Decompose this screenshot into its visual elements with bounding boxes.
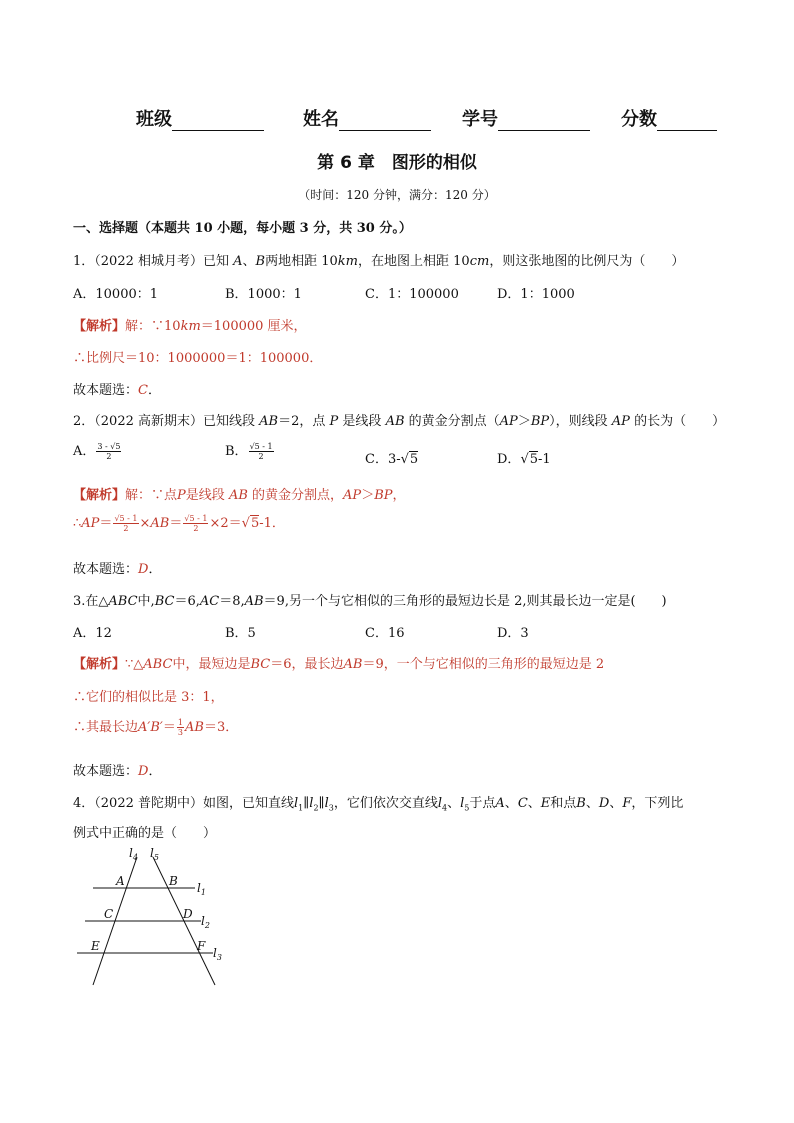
q1-sol1a: 解：∵10 (125, 319, 181, 334)
label-d: D (183, 907, 193, 921)
q4-s3: 、 (585, 796, 599, 811)
question-1 (73, 250, 684, 269)
q4-s2: 、 (527, 796, 541, 811)
q1-answer (73, 379, 161, 398)
q2-sol2-ap: AP (81, 516, 100, 531)
q4-s1: 、 (504, 796, 518, 811)
q1-option-b[interactable]: B．1000：1 (225, 287, 302, 302)
q2-bp: BP (530, 414, 550, 429)
q3-ab: AB (244, 594, 264, 609)
q4-line1b: ，它们依次交直线 (333, 796, 438, 811)
q3-abc: ABC (108, 594, 138, 609)
label-e: E (91, 939, 100, 953)
q3-sol3a: ∴其最长边 (73, 720, 139, 735)
q2-option-a-label: A． (73, 444, 96, 459)
q2-option-b-den: 2 (258, 452, 264, 461)
q4-sep: 、 (447, 796, 461, 811)
q3-answer-label: 故本题选： (73, 764, 139, 779)
q2-option-a[interactable] (73, 440, 122, 461)
q2-answer-end: ． (148, 562, 162, 577)
q1-option-c[interactable]: C．1：100000 (365, 287, 459, 302)
q4-l3-sub: 3 (328, 803, 334, 813)
q1-answer-label: 故本题选： (73, 383, 139, 398)
q4-point-f: F (622, 796, 632, 811)
label-l1: $l_1$ (197, 881, 206, 897)
label-l3: $l_3$ (213, 946, 222, 962)
q4-line1a: 4．（2022 普陀期中）如图，已知直线 (73, 796, 294, 811)
q3-t2: ＝6, (174, 594, 200, 609)
question-4 (73, 792, 683, 813)
q4-point-a: A (495, 796, 505, 811)
page-title: 第 6 章 图形的相似 (317, 153, 477, 173)
q4-l1: l (294, 796, 299, 811)
q4-par2: ∥ (318, 796, 325, 811)
q2-sol1-ab: AB (228, 488, 248, 503)
q1-text-end: ，则这张地图的比例尺为（ ） (489, 254, 685, 269)
q1-answer-value: C (138, 383, 148, 398)
q4-l4-sub: 4 (442, 803, 448, 813)
q3-sol1d: ＝9，一个与它相似的三角形的最短边是 2 (362, 657, 605, 672)
q3-sol3-ab: A′B′ (138, 720, 163, 735)
q2-ab: AB (259, 414, 279, 429)
q4-l5: l (460, 796, 465, 811)
q2-p: P (329, 414, 339, 429)
q2-answer-label: 故本题选： (73, 562, 139, 577)
q2-answer (73, 558, 161, 577)
q2-ap: AP (499, 414, 518, 429)
class-blank[interactable] (172, 112, 264, 131)
name-blank[interactable] (339, 112, 431, 131)
q3-answer-end: ． (148, 764, 162, 779)
q3-sol1-bc: BC (250, 657, 271, 672)
q4-line1c: 于点 (469, 796, 496, 811)
q2-gt: ＞ (517, 414, 531, 429)
q3-sol1-abc: ABC (143, 657, 173, 672)
q1-unit-km: km (337, 254, 359, 269)
q3-sol3-ab2: AB (184, 720, 204, 735)
id-label: 学号 (462, 109, 498, 130)
q1-sol1b: ＝100000 厘米， (200, 319, 307, 334)
q4-line1d: 和点 (550, 796, 577, 811)
q4-l3: l (324, 796, 329, 811)
q2-t4: ），则线段 (549, 414, 608, 429)
q1-solution-line2: ∴比例尺＝10：1000000＝1：100000． (73, 351, 323, 366)
q4-l1-sub: 1 (298, 803, 304, 813)
q2-option-c-root: 5 (409, 452, 419, 467)
q2-sol2-ab: AB (150, 516, 170, 531)
q3-sol3-num: 1 (177, 718, 183, 727)
q2-ab2: AB (385, 414, 405, 429)
q2-t5: 的长为（ ） (634, 414, 726, 429)
q2-option-c[interactable] (365, 448, 418, 467)
q4-line1e: ，下列比 (631, 796, 684, 811)
q2-option-a-den: 2 (106, 452, 112, 461)
q2-sol2-den2: 2 (193, 524, 199, 533)
q3-t1: 中, (137, 594, 155, 609)
q2-sol1-gt: ＞ (361, 488, 375, 503)
question-2 (73, 410, 725, 429)
q1-solution-line1 (73, 315, 307, 334)
q2-option-d[interactable] (497, 448, 551, 467)
q3-sol1-ab: AB (343, 657, 363, 672)
sqrt-icon: √ (241, 516, 250, 531)
q2-option-b[interactable] (225, 440, 275, 461)
score-label: 分数 (621, 109, 657, 130)
q1-option-a[interactable]: A．10000：1 (73, 287, 159, 302)
q3-solution-line2: ∴它们的相似比是 3：1， (73, 690, 224, 705)
q4-point-e: E (540, 796, 551, 811)
q1-text: 1．（2022 相城月考）已知 (73, 254, 229, 269)
q2-sol2-num2: √5 - 1 (184, 514, 208, 523)
q2-sol2-eq2: ＝ (169, 516, 183, 531)
q1-unit-cm: cm (469, 254, 490, 269)
q3-sol3-end: ＝3． (203, 720, 239, 735)
q2-sol1-ap: AP (343, 488, 362, 503)
q2-sol2a: ∴ (73, 516, 82, 531)
q1-sol1-km: km (180, 319, 201, 334)
q2-sol1-bp: BP (374, 488, 393, 503)
q3-t3: ＝8, (219, 594, 245, 609)
q3-sol3-eq: ＝ (162, 720, 176, 735)
q2-solution-tag: 【解析】 (73, 488, 126, 503)
q2-sol2-num: √5 - 1 (114, 514, 138, 523)
q4-point-d: D (598, 796, 610, 811)
page-subtitle: （时间：120 分钟，满分：120 分） (298, 188, 496, 202)
q4-point-c: C (517, 796, 528, 811)
label-a: A (116, 874, 125, 888)
q2-ap2: AP (611, 414, 630, 429)
header-class (136, 105, 264, 131)
q2-sol2-x: × (139, 516, 151, 531)
q1-text-mid2: ，在地图上相距 10 (358, 254, 470, 269)
q2-sol2-fraction2 (183, 514, 208, 533)
q2-option-a-num: 3 - √5 (97, 442, 121, 451)
question-4-line2: 例式中正确的是（ ） (73, 826, 217, 841)
q4-l5-sub: 5 (464, 803, 470, 813)
q3-prefix: 3.在△ (73, 594, 109, 609)
q2-option-d-label: D． (497, 452, 521, 467)
name-label: 姓名 (303, 109, 339, 130)
q2-solution-line1 (73, 484, 406, 503)
q2-sol2-tail: -1． (259, 516, 285, 531)
q3-solution-line3 (73, 716, 238, 737)
q2-t2: 是线段 (342, 414, 382, 429)
q3-ac: AC (199, 594, 220, 609)
q3-sol1a: ∵△ (125, 657, 144, 672)
q1-option-d[interactable]: D．1：1000 (497, 287, 575, 302)
header-id (462, 105, 590, 131)
label-l4: $l_4$ (129, 846, 138, 862)
q2-sol1b: 是线段 (185, 488, 225, 503)
q1-sep: 、 (242, 254, 256, 269)
q4-l2: l (309, 796, 314, 811)
q3-solution-line1 (73, 653, 604, 672)
q1-point-a: A (233, 254, 243, 269)
q4-point-b: B (576, 796, 586, 811)
question-3 (73, 590, 667, 609)
q2-option-d-tail: -1 (538, 452, 551, 467)
q3-sol1b: 中，最短边是 (172, 657, 251, 672)
q2-sol2-fraction (113, 514, 138, 533)
id-blank[interactable] (498, 112, 590, 131)
q4-par1: ∥ (303, 796, 310, 811)
score-blank[interactable] (657, 112, 717, 131)
q3-sol3-fraction (177, 718, 184, 737)
q3-option-a[interactable]: A．12 (73, 626, 112, 641)
q4-l4: l (437, 796, 443, 811)
q3-option-d[interactable]: D．3 (497, 626, 529, 641)
sqrt-icon: √ (400, 452, 409, 467)
q4-s4: 、 (609, 796, 623, 811)
q2-sol1c: 的黄金分割点， (252, 488, 344, 503)
q2-t3: 的黄金分割点（ (408, 414, 500, 429)
label-b: B (169, 874, 178, 888)
q2-option-b-num: √5 - 1 (249, 442, 273, 451)
q2-sol2-eq: ＝ (99, 516, 113, 531)
header-score (621, 105, 717, 131)
q2-sol1d: ， (392, 488, 406, 503)
q4-l2-sub: 2 (313, 803, 319, 813)
q2-option-d-root: 5 (529, 452, 539, 467)
q2-sol2-den: 2 (123, 524, 129, 533)
q2-option-b-fraction (249, 442, 274, 461)
label-l2: $l_2$ (201, 914, 210, 930)
q2-sol2-root: 5 (250, 516, 260, 531)
q3-answer-value: D (138, 764, 149, 779)
q3-option-c[interactable]: C．16 (365, 626, 405, 641)
q1-point-b: B (255, 254, 266, 269)
q3-solution-tag: 【解析】 (73, 657, 126, 672)
section-heading: 一、选择题（本题共 10 小题，每小题 3 分，共 30 分。） (73, 221, 412, 236)
q3-bc: BC (154, 594, 175, 609)
q2-solution-line2 (73, 512, 285, 533)
label-l5: $l_5$ (150, 846, 159, 862)
sqrt-icon: √ (520, 452, 529, 467)
q3-t4: ＝9,另一个与它相似的三角形的最短边长是 2,则其最长边一定是( ) (263, 594, 667, 609)
label-f: F (197, 939, 206, 953)
q3-answer (73, 760, 161, 779)
q2-t1: ＝2，点 (278, 414, 326, 429)
q2-option-c-label: C．3- (365, 452, 401, 467)
q2-answer-value: D (138, 562, 149, 577)
q1-text-mid1: 两地相距 10 (265, 254, 338, 269)
q2-sol1a: 解：∵点 (125, 488, 178, 503)
class-label: 班级 (136, 109, 172, 130)
header-name (303, 105, 431, 131)
q2-sol2-x2: ×2＝ (209, 516, 242, 531)
q1-solution-tag: 【解析】 (73, 319, 126, 334)
q3-sol1c: ＝6，最长边 (270, 657, 344, 672)
q2-option-a-fraction (96, 442, 121, 461)
q2-option-b-label: B． (225, 444, 248, 459)
label-c: C (104, 907, 114, 921)
q3-sol3-den: 3 (177, 728, 183, 737)
q2-text: 2．（2022 高新期末）已知线段 (73, 414, 255, 429)
q3-option-b[interactable]: B．5 (225, 626, 256, 641)
q1-answer-end: ． (147, 383, 161, 398)
q4-figure (73, 845, 233, 995)
q2-sol1-p: P (177, 488, 186, 503)
